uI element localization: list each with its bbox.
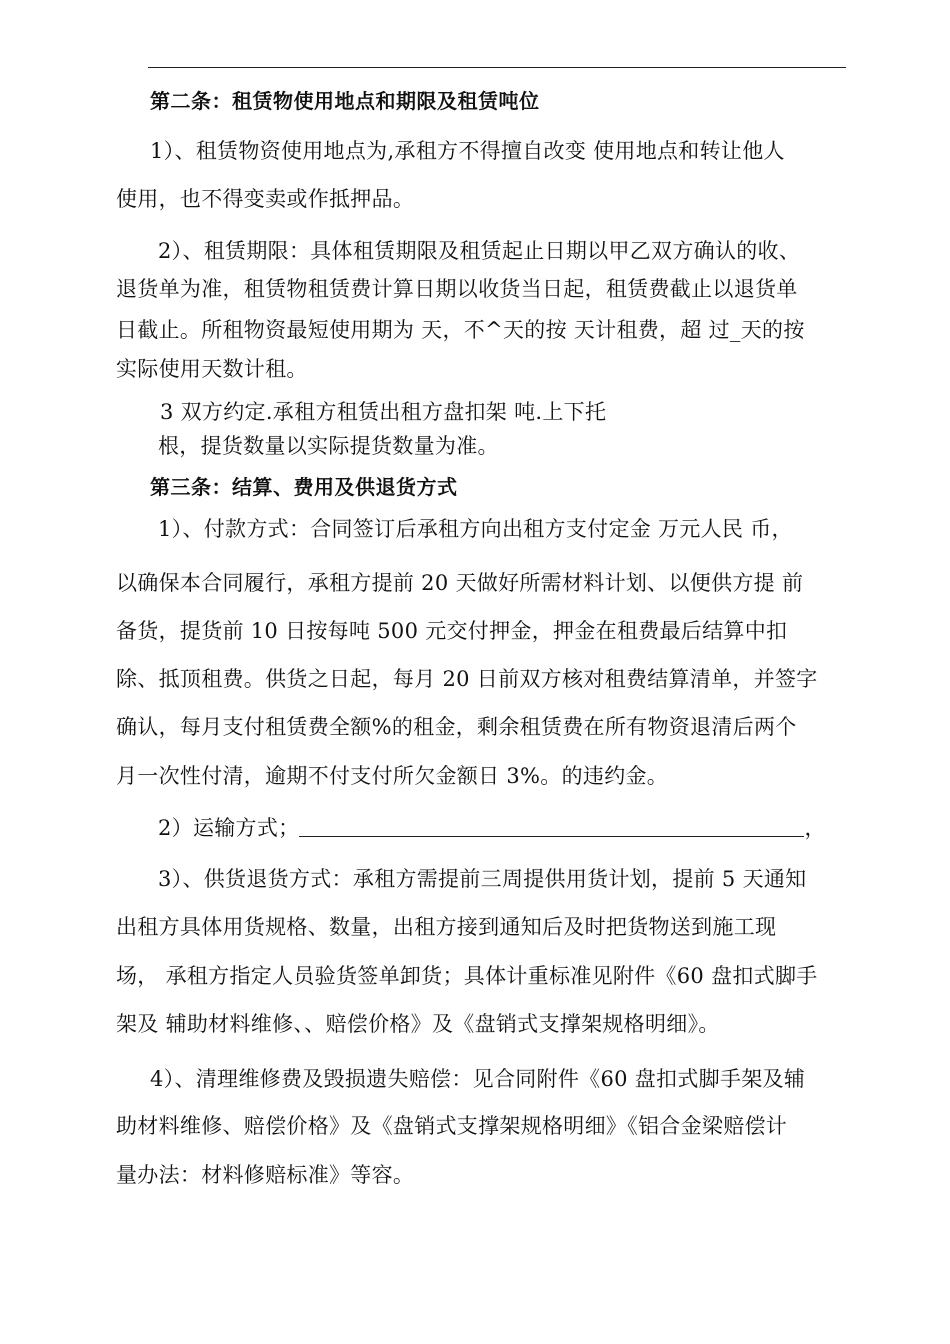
article-3-para-1-line-3: 备货，提货前 10 日按每吨 500 元交付押金，押金在租费最后结算中扣 (116, 619, 788, 643)
article-2-para-3-line-1: 3 双方约定.承租方租赁出租方盘扣架 吨.上下托 (160, 400, 607, 424)
article-2-para-2-line-1: 2）、租赁期限：具体租赁期限及租赁起止日期以甲乙双方确认的收、 (158, 239, 801, 263)
article-3-para-4-line-1: 4）、清理维修费及毁损遗失赔偿：见合同附件《60 盘扣式脚手架及辅 (150, 1067, 806, 1091)
article-3-para-4-line-2: 助材料维修、赔偿价格》及《盘销式支撑架规格明细》《铝合金梁赔偿计 (116, 1114, 788, 1138)
article-3-para-1-line-1: 1）、付款方式：合同签订后承租方向出租方支付定金 万元人民 币， (158, 517, 793, 541)
article-3-heading: 第三条：结算、费用及供退货方式 (150, 475, 458, 499)
article-3-para-1-line-2: 以确保本合同履行，承租方提前 20 天做好所需材料计划、以便供方提 前 (116, 571, 804, 595)
transport-method-line (158, 815, 826, 841)
article-2-para-2-line-3: 日截止。所租物资最短使用期为 天，不^天的按 天计租费，超 过_天的按 (116, 318, 805, 342)
article-3-para-3-line-4: 架及 辅助材料维修、、赔偿价格》及《盘销式支撑架规格明细》。 (116, 1012, 720, 1036)
article-2-heading: 第二条：租赁物使用地点和期限及租赁吨位 (150, 89, 540, 113)
article-3-para-3-line-2: 出租方具体用货规格、数量，出租方接到通知后及时把货物送到施工现 (116, 915, 777, 939)
article-2-para-3-line-2: 根，提货数量以实际提货数量为准。 (158, 434, 499, 458)
article-2-para-2-line-4: 实际使用天数计租。 (116, 357, 308, 381)
transport-method-blank (299, 816, 804, 837)
article-2-para-1-line-1: 1）、租赁物资使用地点为,承租方不得擅自改变 使用地点和转让他人 (150, 139, 785, 163)
article-3-para-1-line-4: 除、抵顶租费。供货之日起，每月 20 日前双方核对租费结算清单，并签字 (116, 667, 818, 691)
header-rule (148, 67, 846, 68)
article-3-para-1-line-5: 确认，每月支付租赁费全额%的租金，剩余租赁费在所有物资退清后两个 (116, 715, 797, 739)
article-2-para-2-line-2: 退货单为准，租赁物租赁费计算日期以收货当日起，租赁费截止以退货单 (116, 277, 798, 301)
transport-method-end: ， (804, 816, 826, 840)
article-3-para-1-line-6: 月一次性付清，逾期不付支付所欠金额日 3%。的违约金。 (116, 764, 669, 788)
article-2-para-1-line-2: 使用，也不得变卖或作抵押品。 (116, 187, 415, 211)
transport-method-label: 2）运输方式； (158, 816, 300, 840)
article-3-para-3-line-3: 场， 承租方指定人员验货签单卸货；具体计重标准见附件《60 盘扣式脚手 (116, 964, 818, 988)
article-3-para-3-line-1: 3）、供货退货方式：承租方需提前三周提供用货计划，提前 5 天通知 (158, 867, 807, 891)
article-3-para-4-line-3: 量办法：材料修赔标准》等容。 (116, 1163, 415, 1187)
